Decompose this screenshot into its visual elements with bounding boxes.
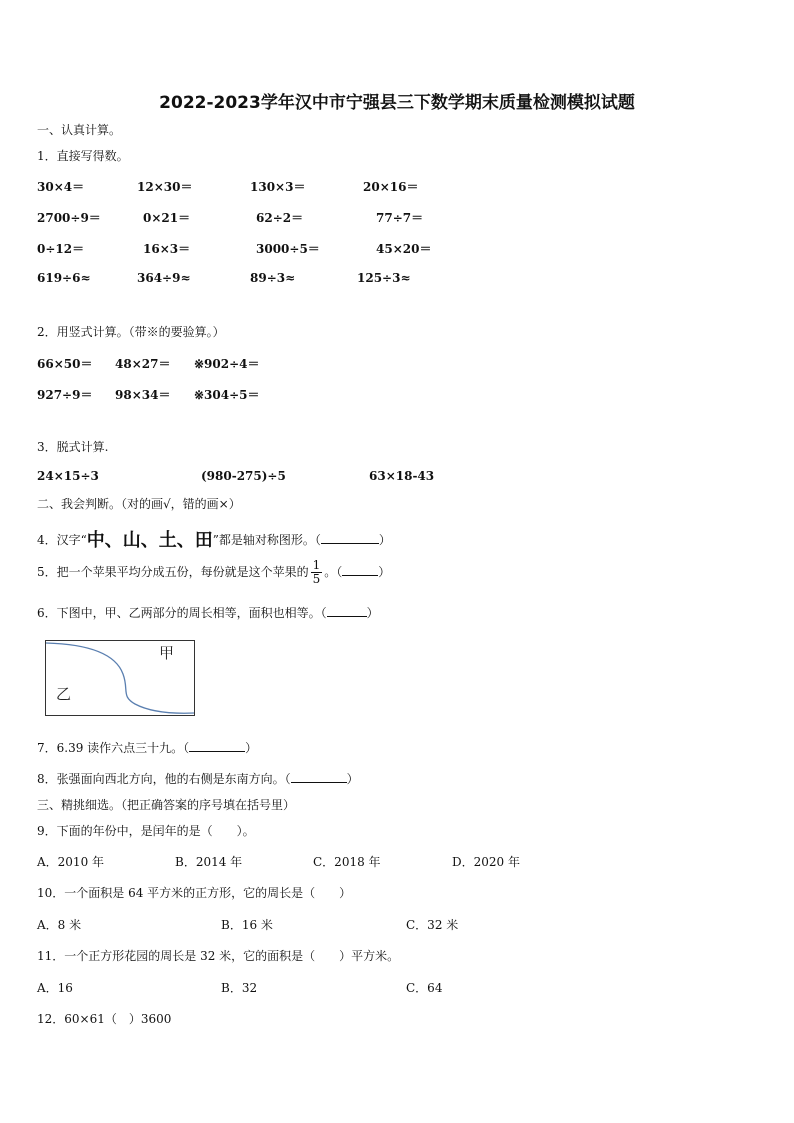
calc-item: 927÷9＝ [37,388,93,402]
answer-blank[interactable] [342,575,378,576]
calc-item: ※304÷5＝ [194,388,260,402]
calc-item: 125÷3≈ [357,271,411,285]
calc-item: 0×21＝ [143,211,191,225]
calc-item: 62÷2＝ [256,211,304,225]
option-b[interactable]: B．2014 年 [175,855,243,869]
option-a[interactable]: A．2010 年 [37,855,105,869]
q4-prefix: 4．汉字“ [37,533,87,547]
option-a[interactable]: A．8 米 [37,918,82,932]
calc-item: 2700÷9＝ [37,211,101,225]
option-d[interactable]: D．2020 年 [452,855,520,869]
section-1-heading: 一、认真计算。 [37,123,122,137]
calc-item: 3000÷5＝ [256,242,320,256]
question-6: 6．下图中，甲、乙两部分的周长相等，面积也相等。（ ） [37,606,379,620]
calc-item: 89÷3≈ [250,271,296,285]
calc-item: ※902÷4＝ [194,357,260,371]
option-b[interactable]: B．32 [221,981,258,995]
answer-blank[interactable] [189,751,245,752]
option-c[interactable]: C．32 米 [406,918,459,932]
option-c[interactable]: C．64 [406,981,443,995]
calc-item: 364÷9≈ [137,271,191,285]
question-9: 9．下面的年份中，是闰年的是（ ）。 [37,824,255,838]
calc-item: (980-275)÷5 [201,469,286,483]
calc-item: 24×15÷3 [37,469,99,483]
question-7: 7．6.39 读作六点三十九。（ ） [37,741,258,755]
calc-item: 30×4＝ [37,180,85,194]
fraction-one-fifth: $\frac{1}{5}$ [312,558,321,586]
question-8: 8．张强面向西北方向，他的右侧是东南方向。（ ） [37,772,359,786]
option-a[interactable]: A．16 [37,981,73,995]
q4-characters: 中、山、土、田 [86,530,213,551]
figure-svg [45,640,195,716]
question-5: 5．把一个苹果平均分成五份，每份就是这个苹果的 $\frac{1}{5}$ 。（ ） [37,558,391,586]
question-10: 10．一个面积是 64 平方米的正方形，它的周长是（ ） [37,886,352,900]
calc-item: 63×18-43 [369,469,435,483]
answer-blank[interactable] [321,543,379,544]
calc-item: 0÷12＝ [37,242,85,256]
section-2-heading: 二、我会判断。（对的画√，错的画×） [37,497,241,511]
jia-yi-figure [45,640,195,716]
question-3: 3．脱式计算. [37,440,109,454]
calc-item: 45×20＝ [376,242,432,256]
calc-item: 619÷6≈ [37,271,91,285]
label-jia: 甲 [159,644,175,662]
option-c[interactable]: C．2018 年 [313,855,381,869]
q5-prefix: 5．把一个苹果平均分成五份，每份就是这个苹果的 [37,565,309,579]
label-yi: 乙 [56,685,72,703]
q4-suffix: ”都是轴对称图形。（ [212,533,321,547]
question-12: 12．60×61（ ）3600 [37,1012,172,1026]
calc-item: 12×30＝ [137,180,193,194]
calc-item: 48×27＝ [115,357,171,371]
calc-item: 16×3＝ [143,242,191,256]
page-title: 2022-2023学年汉中市宁强县三下数学期末质量检测模拟试题 [159,93,635,113]
question-4: 4．汉字“中、山、土、田”都是轴对称图形。（ ） [37,530,391,551]
question-2: 2．用竖式计算。（带※的要验算。） [37,325,225,339]
calc-item: 20×16＝ [363,180,419,194]
answer-blank[interactable] [291,782,347,783]
section-3-heading: 三、精挑细选。（把正确答案的序号填在括号里） [37,798,296,812]
question-1: 1．直接写得数。 [37,149,129,163]
calc-item: 66×50＝ [37,357,93,371]
calc-item: 98×34＝ [115,388,171,402]
question-11: 11．一个正方形花园的周长是 32 米，它的面积是（ ）平方米。 [37,949,400,963]
answer-blank[interactable] [327,616,367,617]
calc-item: 77÷7＝ [376,211,424,225]
calc-item: 130×3＝ [250,180,306,194]
option-b[interactable]: B．16 米 [221,918,273,932]
